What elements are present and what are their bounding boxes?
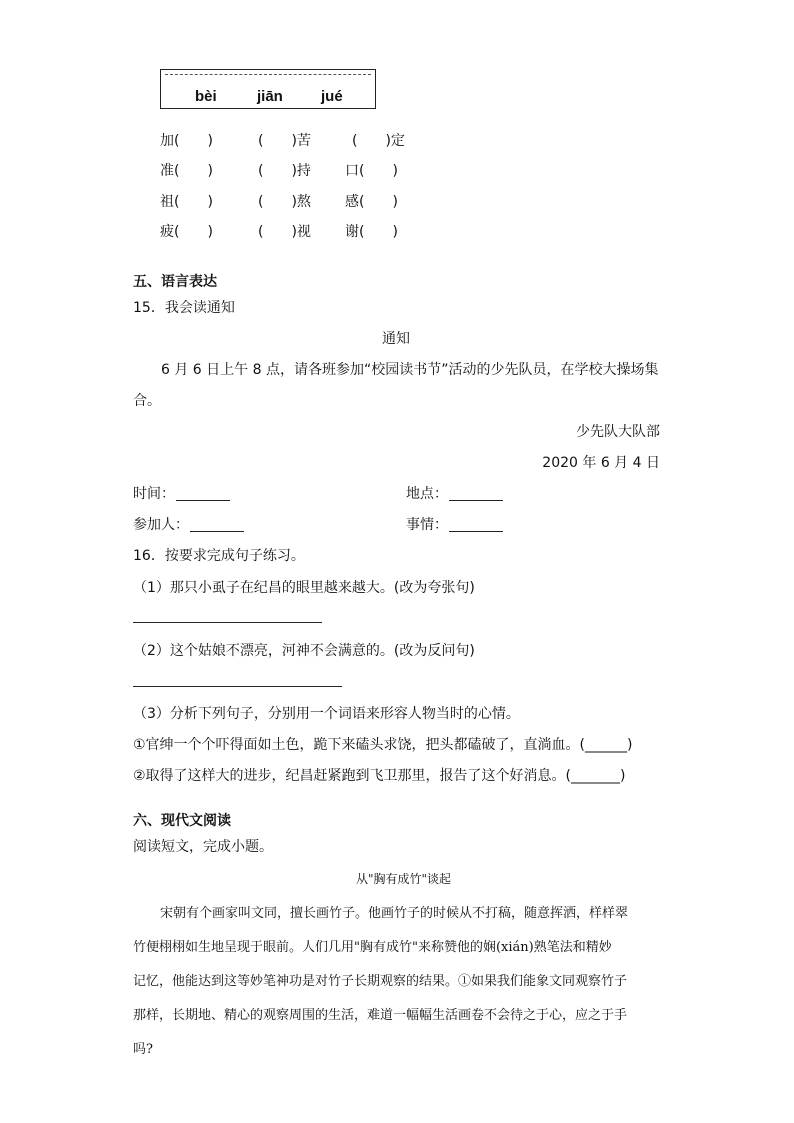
answer-line-16-1[interactable] (133, 622, 322, 623)
grid-cell: ( )定 (352, 133, 405, 149)
matter-label: 事情： (406, 517, 448, 533)
question-15: 15．我会读通知 (133, 300, 235, 316)
grid-cell: 加( ) (160, 133, 213, 149)
passage-title: 从"胸有成竹"谈起 (356, 872, 452, 886)
notice-date: 2020 年 6 月 4 日 (542, 455, 660, 471)
pinyin-1: bèi (195, 88, 217, 105)
matter-answer-line[interactable] (449, 531, 503, 532)
passage-line: 吗? (133, 1042, 153, 1057)
place-label: 地点： (406, 486, 448, 502)
grid-cell: 祖( ) (160, 194, 213, 210)
answer-line-16-2[interactable] (133, 686, 342, 687)
question-16-3a: ①官绅一个个吓得面如土色，跪下来磕头求饶，把头都磕破了，直淌血。(______) (133, 737, 633, 753)
question-16-2: （2）这个姑娘不漂亮，河神不会满意的。(改为反问句) (133, 643, 475, 659)
passage-line: 那样，长期地、精心的观察周围的生活，难道一幅幅生活画卷不会待之于心，应之于手 (133, 1008, 628, 1023)
pinyin-box (160, 69, 376, 109)
question-16-3: （3）分析下列句子，分别用一个词语来形容人物当时的心情。 (133, 706, 520, 722)
question-16-1: （1）那只小虱子在纪昌的眼里越来越大。(改为夸张句) (133, 580, 475, 596)
grid-cell: ( )熬 (258, 194, 311, 210)
notice-title: 通知 (382, 331, 410, 347)
grid-cell: ( )苦 (258, 133, 311, 149)
grid-cell: 疲( ) (160, 224, 213, 240)
grid-cell: 准( ) (160, 163, 213, 179)
notice-body-line1: 6 月 6 日上午 8 点，请各班参加“校园读书节”活动的少先队员，在学校大操场集 (161, 362, 659, 378)
question-16-3b: ②取得了这样大的进步，纪昌赶紧跑到飞卫那里，报告了这个好消息。(_______) (133, 768, 626, 784)
grid-cell: 感( ) (345, 194, 398, 210)
pinyin-guide-line (165, 74, 371, 75)
question-16: 16．按要求完成句子练习。 (133, 548, 305, 564)
section-heading-5: 五、语言表达 (133, 274, 217, 290)
section-heading-6: 六、现代文阅读 (133, 813, 231, 829)
pinyin-2: jiān (257, 88, 283, 105)
notice-body-line2: 合。 (133, 393, 161, 409)
time-answer-line[interactable] (176, 500, 230, 501)
grid-cell: 谢( ) (345, 224, 398, 240)
people-label: 参加人： (133, 517, 189, 533)
grid-cell: ( )持 (258, 163, 311, 179)
grid-cell: ( )视 (258, 224, 311, 240)
passage-line: 记忆，他能达到这等妙笔神功是对竹子长期观察的结果。①如果我们能象文同观察竹子 (133, 974, 628, 989)
place-answer-line[interactable] (449, 500, 503, 501)
pinyin-3: jué (321, 88, 343, 105)
people-answer-line[interactable] (190, 531, 244, 532)
passage-line: 竹便栩栩如生地呈现于眼前。人们几用"胸有成竹"来称赞他的娴(xián)熟笔法和精妙 (133, 940, 612, 955)
notice-signature: 少先队大队部 (576, 424, 660, 440)
reading-instruction: 阅读短文，完成小题。 (133, 839, 273, 855)
passage-line: 宋朝有个画家叫文同，擅长画竹子。他画竹子的时候从不打稿，随意挥洒，样样翠 (160, 906, 629, 921)
grid-cell: 口( ) (345, 163, 398, 179)
time-label: 时间： (133, 486, 175, 502)
